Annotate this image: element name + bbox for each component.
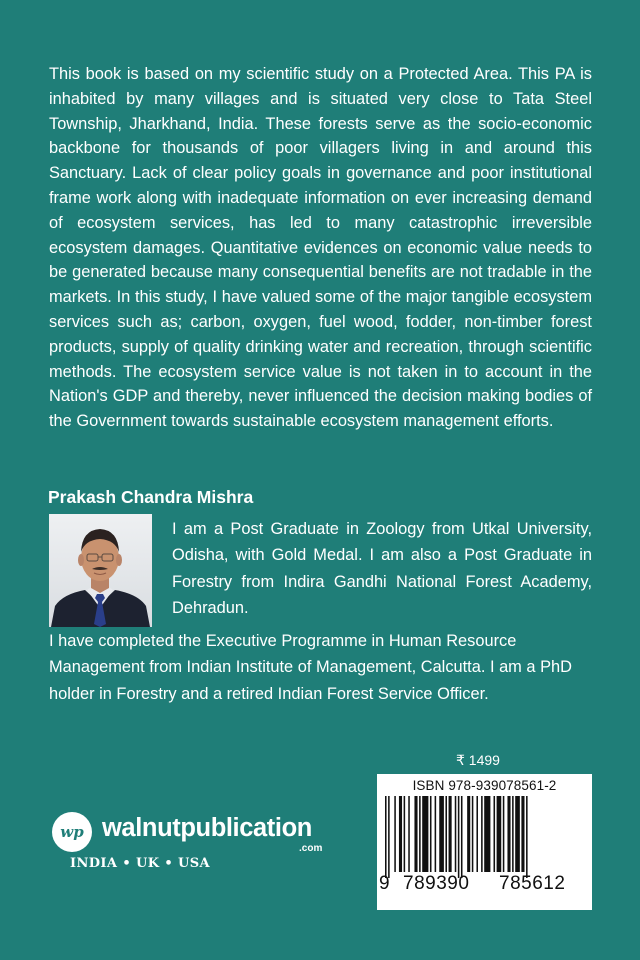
barcode-bar [408, 796, 410, 872]
barcode-bar [461, 796, 463, 878]
barcode-bar [422, 796, 428, 872]
barcode-lead-digit: 9 [379, 873, 391, 894]
barcode-bar [467, 796, 470, 872]
barcode-bar [449, 796, 452, 872]
barcode-bar [388, 796, 390, 878]
author-name: Prakash Chandra Mishra [48, 487, 254, 507]
barcode-bar [481, 796, 483, 872]
isbn-barcode [377, 774, 592, 910]
barcode-bar [497, 796, 502, 872]
barcode-bar [430, 796, 432, 872]
barcode-bar [526, 796, 528, 878]
isbn-number: ISBN 978-939078561-2 [412, 778, 557, 793]
barcode-bar [435, 796, 437, 872]
barcode-bar [507, 796, 510, 872]
barcode-left-digits: 789390 [403, 873, 470, 894]
walnut-logo-icon: wp [52, 812, 92, 852]
barcode-bar [521, 796, 524, 872]
author-bio-continued: I have completed the Executive Programme in Human Resource Management from Indian Institute of Management, Calcutta. I am a PhD holder in Forestry and a retired Indian Forest Service Officer. [49, 632, 572, 703]
barcode-bar [515, 796, 520, 872]
barcode-bar [503, 796, 505, 872]
barcode-bar [476, 796, 478, 872]
barcode-bars [385, 796, 584, 878]
price-label: ₹ 1499 [456, 752, 500, 768]
publisher-countries: INDIA • UK • USA [70, 856, 210, 871]
barcode-right-digits: 785612 [499, 873, 566, 894]
barcode-bar [472, 796, 474, 872]
barcode-bar [445, 796, 447, 872]
barcode-bar [419, 796, 421, 872]
barcode-bar [439, 796, 444, 872]
author-photo [49, 514, 152, 627]
barcode-bar [404, 796, 406, 872]
barcode-bar [399, 796, 402, 872]
publisher-name: walnutpublication [102, 814, 312, 842]
back-cover-blurb: This book is based on my scientific study on a Protected Area. This PA is inhabited by many villages and is situated very close to Tata Steel Township, Jharkhand, India. These forests serve as the socio-economic backbone for thousands of poor villagers living in and around this Sanctuary. Lack of clear policy goals in governance and poor institutional frame work along with inadequate information on ever increasing demand of ecosystem services, has led to many catastrophic irreversible ecosystem damages. Quantitative evidences on economic value needs to be generated because many consequential benefits are not tradable in the markets. In this study, I have valued some of the major tangible ecosystem services such as; carbon, oxygen, fuel wood, fodder, non-timber forest products, supply of quality drinking water and recreation, through scientific methods. The ecosystem service value is not taken in to account in the Nation's GDP and thereby, never influenced the decision making bodies of the Government towards sustainable ecosystem management efforts. [49, 65, 592, 431]
barcode-bar [494, 796, 496, 872]
barcode-bar [455, 796, 457, 872]
barcode-bar [414, 796, 417, 872]
barcode-bar [385, 796, 387, 878]
barcode-bar [394, 796, 396, 872]
barcode-bar [512, 796, 514, 872]
barcode-bar [458, 796, 460, 878]
author-bio-intro: I am a Post Graduate in Zoology from Utkal University, Odisha, with Gold Medal. I am also a Post Graduate in Forestry from Indira Gandhi National Forest Academy, Dehradun. [172, 520, 592, 618]
barcode-bar [484, 796, 490, 872]
publisher-domain-suffix: .com [299, 843, 323, 854]
